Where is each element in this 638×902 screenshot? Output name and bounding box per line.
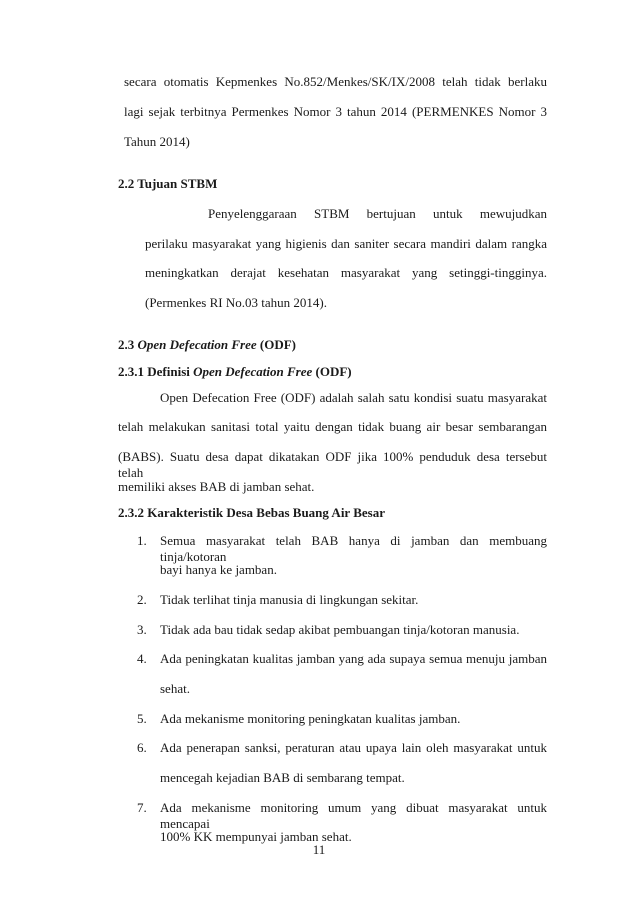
tujuan-line: perilaku masyarakat yang higienis dan saniter secara mandiri dalam rangka: [145, 236, 547, 251]
intro-line: secara otomatis Kepmenkes No.852/Menkes/SK/IX/2008 telah tidak berlaku: [124, 74, 547, 89]
section-heading-2-3: [118, 337, 296, 353]
list-item-line: Ada mekanisme monitoring umum yang dibuat masyarakat untuk mencapai: [160, 800, 547, 831]
heading-italic-text: Open Defecation Free: [137, 337, 257, 352]
section-heading-2-2: 2.2 Tujuan STBM: [118, 176, 218, 191]
list-item-line: sehat.: [160, 681, 190, 696]
heading-text: 2.3.1 Definisi: [118, 364, 194, 379]
list-number: 2.: [137, 592, 147, 607]
list-number: 3.: [137, 622, 147, 637]
heading-text: (ODF): [256, 337, 296, 352]
list-item-line: Ada mekanisme monitoring peningkatan kualitas jamban.: [160, 711, 461, 726]
list-number: 6.: [137, 740, 147, 755]
section-heading-2-3-2: 2.3.2 Karakteristik Desa Bebas Buang Air Besar: [118, 505, 385, 520]
definisi-line: telah melakukan sanitasi total yaitu dengan tidak buang air besar sembarangan: [118, 419, 547, 434]
tujuan-line: meningkatkan derajat kesehatan masyarakat yang setinggi-tingginya.: [145, 265, 547, 280]
tujuan-line: (Permenkes RI No.03 tahun 2014).: [145, 295, 327, 310]
list-number: 7.: [137, 800, 147, 815]
list-item-line: Tidak terlihat tinja manusia di lingkungan sekitar.: [160, 592, 419, 607]
list-item-line: mencegah kejadian BAB di sembarang tempat.: [160, 770, 405, 785]
list-number: 1.: [137, 533, 147, 548]
page-number: 11: [312, 842, 326, 857]
heading-italic-text: Open Defecation Free: [193, 364, 313, 379]
list-item-line: bayi hanya ke jamban.: [160, 562, 277, 577]
tujuan-line: Penyelenggaraan STBM bertujuan untuk mewujudkan: [208, 206, 547, 221]
list-item-line: Ada penerapan sanksi, peraturan atau upaya lain oleh masyarakat untuk: [160, 740, 547, 755]
section-heading-2-3-1: [118, 364, 352, 380]
list-item-line: 100% KK mempunyai jamban sehat.: [160, 829, 352, 844]
definisi-line: Open Defecation Free (ODF) adalah salah satu kondisi suatu masyarakat: [160, 390, 547, 405]
heading-text: (ODF): [312, 364, 352, 379]
intro-line: Tahun 2014): [124, 134, 190, 149]
list-item-line: Tidak ada bau tidak sedap akibat pembuangan tinja/kotoran manusia.: [160, 622, 520, 637]
definisi-line: (BABS). Suatu desa dapat dikatakan ODF jika 100% penduduk desa tersebut telah: [118, 449, 547, 480]
list-item-line: Semua masyarakat telah BAB hanya di jamban dan membuang tinja/kotoran: [160, 533, 547, 564]
list-item-line: Ada peningkatan kualitas jamban yang ada supaya semua menuju jamban: [160, 651, 547, 666]
heading-text: 2.3: [118, 337, 138, 352]
list-number: 5.: [137, 711, 147, 726]
intro-line: lagi sejak terbitnya Permenkes Nomor 3 tahun 2014 (PERMENKES Nomor 3: [124, 104, 547, 119]
definisi-line: memiliki akses BAB di jamban sehat.: [118, 479, 315, 494]
list-number: 4.: [137, 651, 147, 666]
